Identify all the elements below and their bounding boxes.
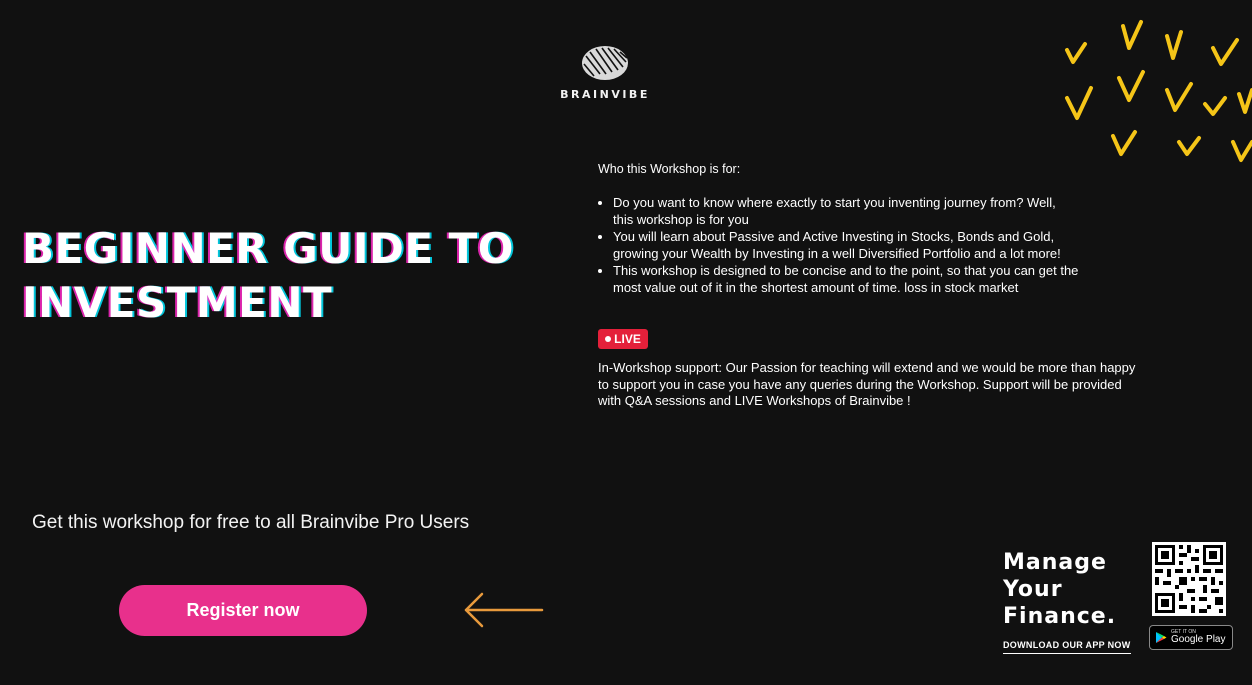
list-item: • This workshop is designed to be concise and to the point, so that you can get the most value out of it in the shortest amount of time. loss in stock market bbox=[613, 262, 1208, 296]
download-app-link[interactable]: DOWNLOAD OUR APP NOW bbox=[1003, 640, 1131, 654]
list-item: • Do you want to know where exactly to start you inventing journey from? Well, this workshop is for you bbox=[613, 194, 1208, 228]
app-promo-headline: Manage Your Finance. bbox=[1003, 550, 1117, 629]
register-button[interactable]: Register now bbox=[119, 585, 367, 636]
check-marks-decoration bbox=[1055, 14, 1252, 174]
qr-code bbox=[1152, 542, 1226, 616]
brain-icon bbox=[580, 44, 630, 82]
info-heading: Who this Workshop is for: bbox=[598, 162, 741, 176]
title-line-2: INVESTMENT bbox=[22, 278, 333, 327]
arrow-left-icon bbox=[462, 591, 544, 629]
live-label: LIVE bbox=[614, 332, 641, 346]
title-line-1: BEGINNER GUIDE TO bbox=[22, 224, 514, 273]
brand-logo bbox=[560, 44, 650, 101]
live-badge bbox=[598, 329, 648, 349]
support-text: In-Workshop support: Our Passion for teaching will extend and we would be more than happy to support you in case you have any queries during the Workshop. Support will be provided with Q&A sessions and LIVE Workshops of Brainvibe ! bbox=[598, 360, 1136, 408]
page-title bbox=[22, 222, 542, 330]
workshop-info bbox=[598, 162, 1208, 296]
promo-text: Get this workshop for free to all Brainvibe Pro Users bbox=[32, 512, 470, 533]
info-list bbox=[598, 194, 1208, 296]
google-play-icon bbox=[1155, 631, 1167, 644]
live-dot-icon bbox=[605, 336, 611, 342]
brand-name: BRAINVIBE bbox=[560, 88, 650, 101]
google-play-badge[interactable]: GET IT ON Google Play bbox=[1149, 625, 1233, 650]
list-item: • You will learn about Passive and Active Investing in Stocks, Bonds and Gold, growing your Wealth by Investing in a well Diversified Portfolio and a lot more! bbox=[613, 228, 1208, 262]
